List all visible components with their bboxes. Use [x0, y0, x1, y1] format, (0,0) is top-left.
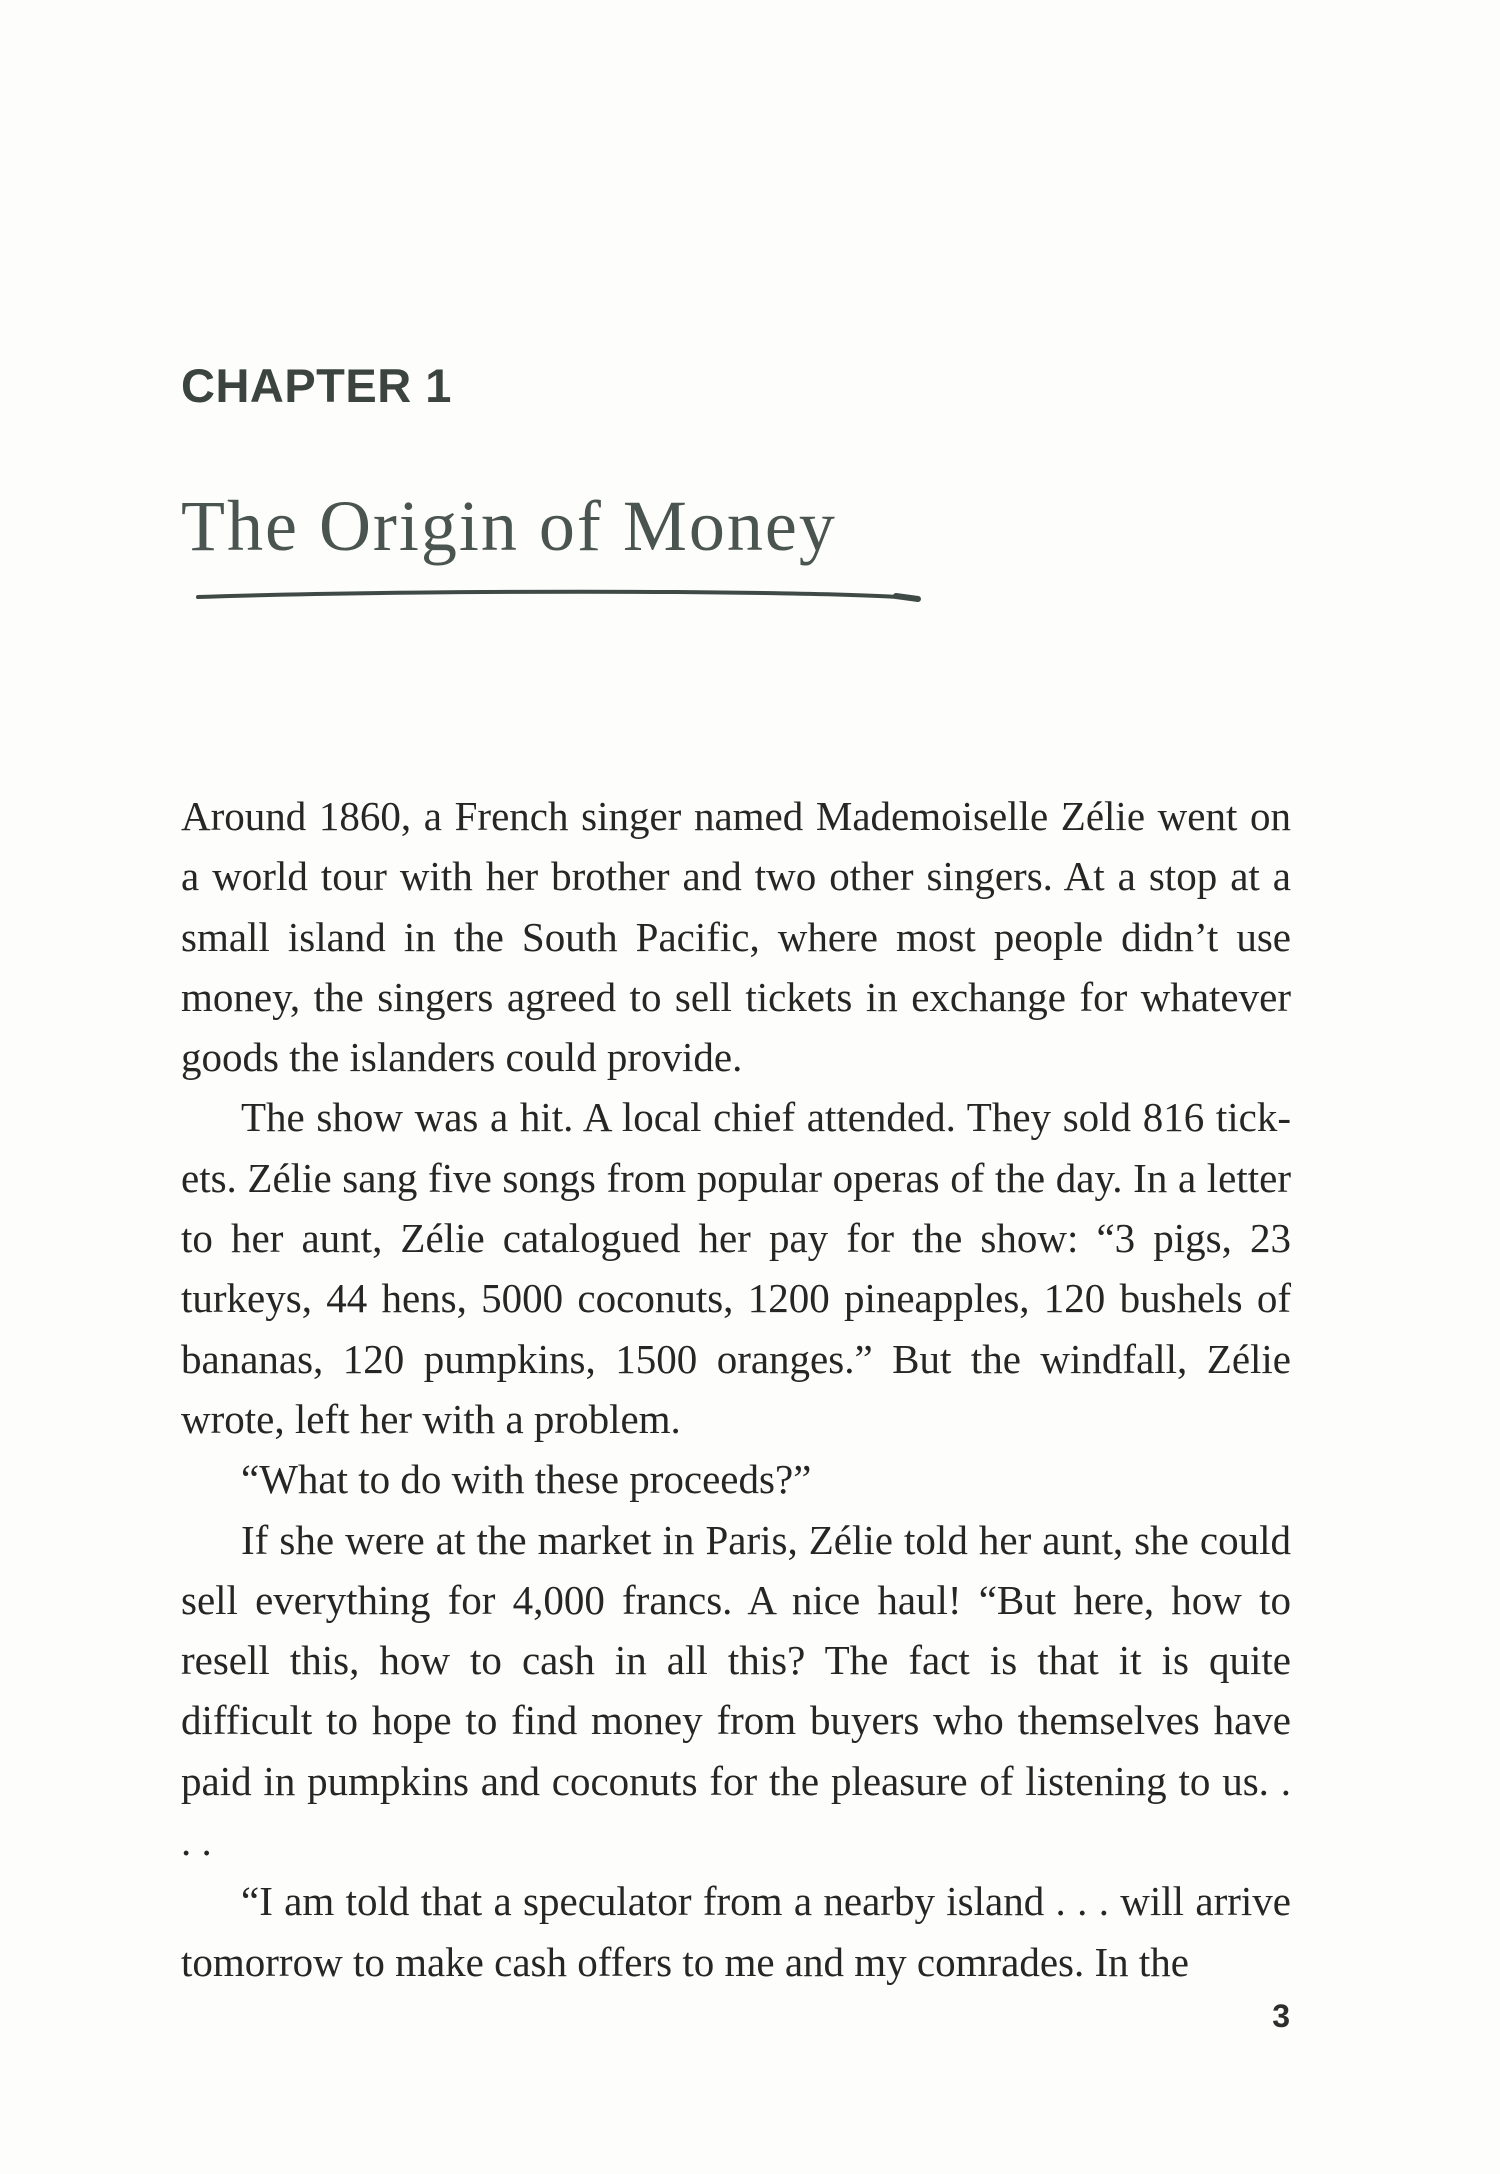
- chapter-title: The Origin of Money: [181, 486, 837, 566]
- paragraph-5: “I am told that a speculator from a nearby island . . . will arrive tomorrow to make cash offers to me and my comrades. In the: [181, 1878, 1291, 1985]
- title-underline-stroke: [198, 592, 914, 598]
- paragraph-2: The show was a hit. A local chief attended. They sold 816 tickets. Zélie sang five songs from popular operas of the day. In a letter to her aunt, Zélie catalogued her pay for the show: “3 pigs, 23 turkeys, 44 hens, 5000 coconuts, 1200 pineapples, 120 bushels of bananas, 120 pumpkins, 1500 oranges.” But the windfall, Zélie wrote, left her with a problem.: [181, 1094, 1291, 1442]
- paragraph-1: Around 1860, a French singer named Mademoiselle Zélie went on a world tour with her brother and two other singers. At a stop at a small island in the South Pacific, where most people didn’t use money, the singers agreed to sell tickets in exchange for whatever goods the islanders could provide.: [181, 793, 1291, 1081]
- paragraph-4: If she were at the market in Paris, Zélie told her aunt, she could sell everything for 4,000 francs. A nice haul! “But here, how to resell this, how to cash in all this? The fact is that it is quite difficult to hope to find money from buyers who themselves have paid in pumpkins and coconuts for the pleasure of listening to us. . . .: [181, 1516, 1291, 1865]
- title-underline-tail: [896, 596, 918, 599]
- body-text: [181, 786, 1291, 1992]
- chapter-label: CHAPTER 1: [181, 359, 452, 412]
- paragraph-3: “What to do with these proceeds?”: [241, 1456, 812, 1503]
- title-underline: [196, 588, 922, 606]
- page-number: 3: [1272, 1998, 1290, 2034]
